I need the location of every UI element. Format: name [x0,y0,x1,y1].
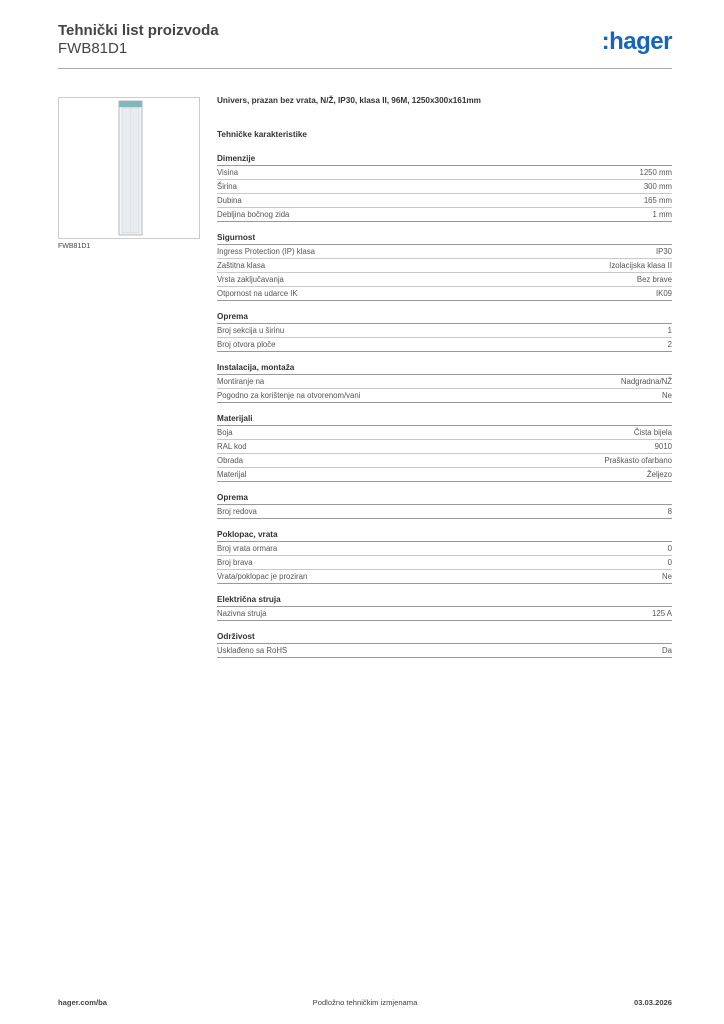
spec-section [217,361,672,403]
spec-label: Usklađeno sa RoHS [217,646,288,655]
footer-note: Podložno tehničkim izmjenama [312,998,418,1007]
spec-label: Boja [217,428,233,437]
spec-section [217,630,672,658]
hager-logo: :hager [601,28,672,55]
spec-label: Broj vrata ormara [217,544,278,553]
spec-value: IK09 [655,289,672,298]
section-title: Održivost [217,630,672,644]
spec-label: Debljina bočnog zida [217,210,290,219]
spec-value: Nadgradna/NŽ [620,377,672,386]
spec-value: Praškasto ofarbano [604,456,672,465]
section-title: Materijali [217,412,672,426]
section-title: Dimenzije [217,152,672,166]
spec-row [217,245,672,259]
footer-website: hager.com/ba [58,998,107,1007]
spec-label: Širina [217,182,237,191]
spec-row [217,644,672,658]
spec-label: Broj otvora ploče [217,340,276,349]
spec-row [217,273,672,287]
section-title: Oprema [217,310,672,324]
spec-label: Otpornost na udarce IK [217,289,298,298]
spec-value: 165 mm [643,196,672,205]
spec-row [217,542,672,556]
spec-row [217,468,672,482]
spec-label: Nazivna struja [217,609,267,618]
spec-row [217,208,672,222]
product-description: Univers, prazan bez vrata, N/Ž, IP30, klasa II, 96M, 1250x300x161mm [217,96,481,105]
spec-row [217,505,672,519]
spec-section [217,528,672,584]
spec-row [217,426,672,440]
spec-row [217,556,672,570]
spec-value: 8 [667,507,672,516]
spec-value: Da [662,646,672,655]
spec-label: Obrada [217,456,244,465]
spec-section [217,152,672,222]
spec-row [217,194,672,208]
spec-row [217,375,672,389]
spec-label: Vrata/poklopac je proziran [217,572,308,581]
image-caption: FWB81D1 [58,243,91,250]
spec-section [217,310,672,352]
footer-date: 03.03.2026 [633,998,672,1007]
spec-value: 1250 mm [639,168,672,177]
spec-row [217,454,672,468]
spec-label: RAL kod [217,442,247,451]
spec-row [217,180,672,194]
spec-row [217,607,672,621]
spec-value: 0 [667,558,672,567]
document-title: Tehnički list proizvoda [58,22,219,39]
spec-value: 0 [667,544,672,553]
spec-label: Broj sekcija u širinu [217,326,285,335]
spec-label: Broj redova [217,507,257,516]
spec-value: 9010 [654,442,672,451]
spec-section [217,491,672,519]
spec-label: Vrsta zaključavanja [217,275,284,284]
spec-label: Dubina [217,196,242,205]
specification-area [217,94,672,667]
tech-characteristics-heading: Tehničke karakteristike [217,130,307,139]
spec-section [217,593,672,621]
spec-label: Ingress Protection (IP) klasa [217,247,315,256]
spec-value: Izolacijska klasa II [609,261,672,270]
section-title: Oprema [217,491,672,505]
spec-label: Materijal [217,470,247,479]
spec-row [217,324,672,338]
enclosure-illustration [59,98,199,238]
spec-value: Čista bijela [633,428,672,437]
spec-label: Broj brava [217,558,253,567]
spec-value: 1 mm [652,210,672,219]
spec-value: IP30 [655,247,672,256]
spec-value: 300 mm [643,182,672,191]
section-title: Električna struja [217,593,672,607]
spec-row [217,259,672,273]
spec-label: Montiranje na [217,377,265,386]
spec-value: 2 [667,340,672,349]
logo-text: hager [609,28,672,55]
section-title: Instalacija, montaža [217,361,672,375]
spec-value: 1 [667,326,672,335]
spec-label: Zaštitna klasa [217,261,266,270]
product-code: FWB81D1 [58,40,128,57]
spec-value: Ne [662,391,672,400]
spec-row [217,440,672,454]
spec-row [217,389,672,403]
page-header [58,20,672,68]
section-title: Poklopac, vrata [217,528,672,542]
spec-value: Željezo [646,470,672,479]
section-title: Sigurnost [217,231,672,245]
header-divider [58,68,672,69]
spec-section [217,412,672,482]
product-image [58,97,200,239]
spec-section [217,231,672,301]
spec-sections [217,152,672,658]
spec-row [217,166,672,180]
spec-value: Ne [662,572,672,581]
spec-row [217,570,672,584]
spec-value: Bez brave [636,275,672,284]
spec-row [217,338,672,352]
spec-label: Pogodno za korištenje na otvorenom/vani [217,391,361,400]
spec-value: 125 A [652,609,672,618]
spec-row [217,287,672,301]
spec-label: Visina [217,168,239,177]
